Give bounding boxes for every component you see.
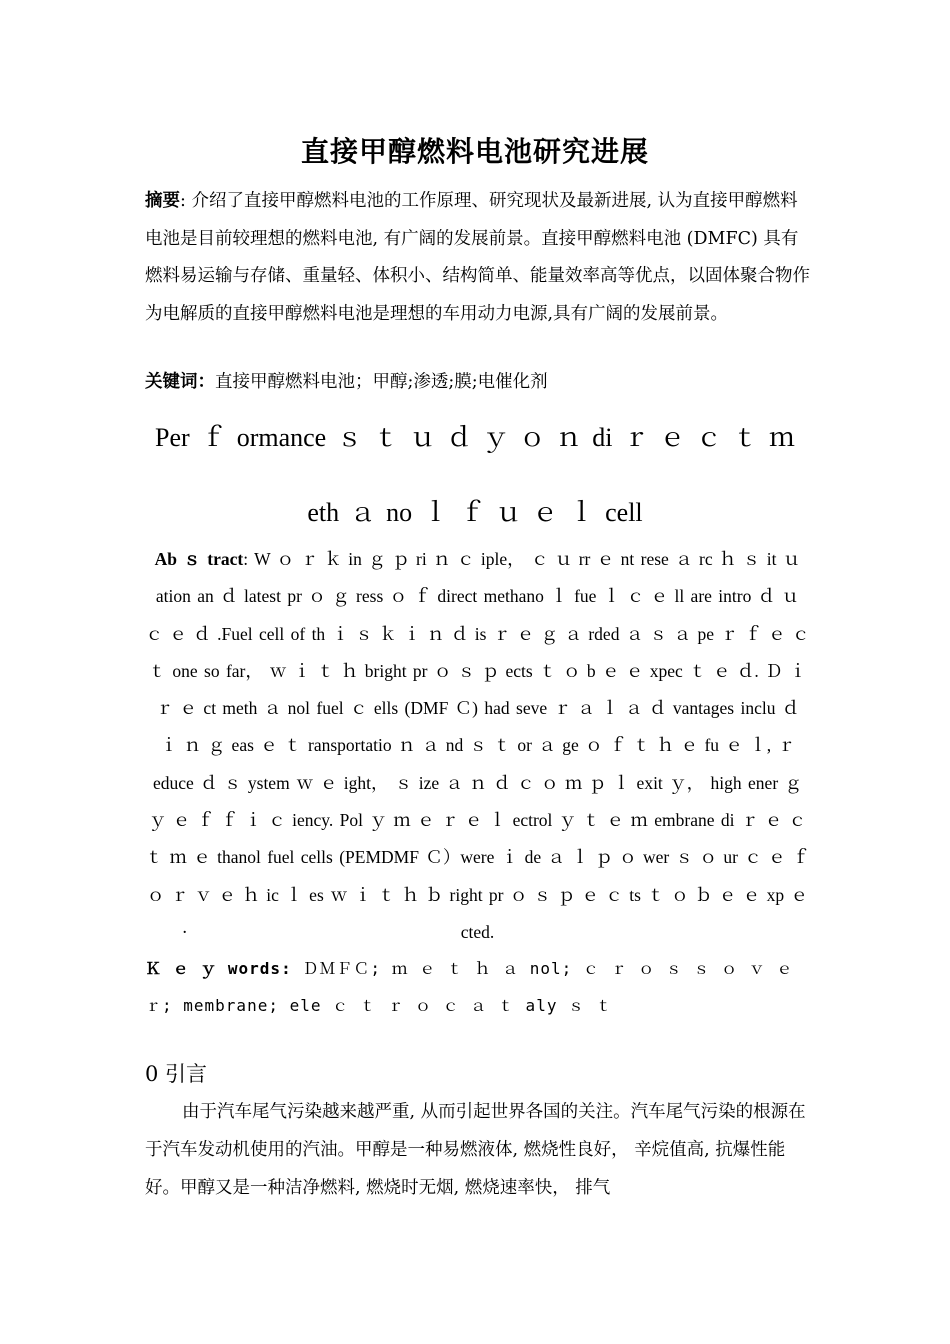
abstract-en	[145, 541, 810, 951]
keywords-en-text: ＤＭＦＣ; ｍ ｅ ｔ ｈ ａ nol; ｃ ｒ ｏ ｓ ｓ ｏ ｖ ｅ ｒ; membrane; ele ｃ ｔ ｒ ｏ ｃ ａ ｔ aly ｓ ｔ	[145, 959, 794, 1015]
intro-paragraph: 由于汽车尾气污染越来越严重, 从而引起世界各国的关注。汽车尾气污染的根源在于汽车发动机使用的汽油。甲醇是一种易燃液体, 燃烧性良好， 辛烷值高, 抗爆性能好。甲醇又是一种洁净燃料, 燃烧时无烟, 燃烧速率快， 排气	[145, 1102, 806, 1198]
keywords-cn-text: 直接甲醇燃料电池；甲醇;渗透;膜;电催化剂	[215, 372, 548, 392]
keywords-cn	[145, 364, 810, 402]
page-title: 直接甲醇燃料电池研究进展	[300, 135, 649, 168]
abstract-en-text: : W ｏ ｒ ｋ in ｇ ｐ ri ｎ ｃ iple， ｃ ｕ rr ｅ nt rese ａ rc ｈ ｓ it ｕ ation an ｄ latest pr ｏ ｇ ress ｏ ｆ direct methano ｌ fue ｌ ｃ ｅ ll are intro ｄ ｕ ｃ ｅ ｄ .Fuel cell of th ｉ ｓ ｋ ｉ ｎ ｄ is ｒ ｅ ｇ ａ rded ａ ｓ ａ pe ｒ ｆ ｅ ｃ ｔ one so far， ｗ ｉ ｔ ｈ bright pr ｏ ｓ ｐ ects ｔ ｏ b ｅ ｅ xpec ｔ ｅ ｄ. Ｄ ｉ ｒ ｅ ct meth ａ nol fuel ｃ ells (DMF Ｃ) had seve ｒ ａ ｌ ａ ｄ vantages inclu ｄ ｉ ｎ ｇ eas ｅ ｔ ransportatio ｎ ａ nd ｓ ｔ or ａ ge ｏ ｆ ｔ ｈ ｅ fu ｅ ｌ, ｒ educe ｄ ｓ ystem ｗ ｅ ight， ｓ ize ａ ｎ ｄ ｃ ｏ ｍ ｐ ｌ exit ｙ， high ener ｇ ｙ ｅ ｆ ｆ ｉ ｃ iency. Pol ｙ ｍ ｅ ｒ ｅ ｌ ectrol ｙ ｔ ｅ ｍ embrane di ｒ ｅ ｃ ｔ ｍ ｅ thanol fuel cells (PEMDMF Ｃ）were ｉ de ａ ｌ ｐ ｏ wer ｓ ｏ ur ｃ ｅ ｆ ｏ ｒ ｖ ｅ ｈ ic ｌ es ｗ ｉ ｔ ｈ ｂ right pr ｏ ｓ ｐ ｅ ｃ ts ｔ ｏ ｂ ｅ ｅ xp ｅ cted.	[145, 549, 810, 942]
stray-dot: .	[182, 918, 188, 938]
keywords-en-label: Ｋ ｅ ｙ words:	[145, 959, 292, 978]
keywords-cn-label: 关键词：	[145, 372, 215, 392]
abstract-cn-label: 摘要	[145, 191, 180, 211]
keywords-en	[145, 950, 810, 1024]
section-heading: 0 引言	[145, 1062, 208, 1086]
abstract-cn	[145, 183, 810, 333]
abstract-en-label: Ab ｓ tract	[154, 549, 244, 569]
abstract-cn-text: : 介绍了直接甲醇燃料电池的工作原理、研究现状及最新进展, 认为直接甲醇燃料电池是目前较理想的燃料电池, 有广阔的发展前景。直接甲醇燃料电池 (DMFC) 具有燃料易运输与存储、重量轻、体积小、结构简单、能量效率高等优点，以固体聚合物作为电解质的直接甲醇燃料电池是理想的车用动力电源,具有广阔的发展前景。	[145, 191, 810, 324]
english-title: Per ｆ ormance ｓ ｔ ｕ ｄ ｙ ｏ ｎ di ｒ ｅ ｃ ｔ ｍ eth ａ no ｌ ｆ ｕ ｅ ｌ cell	[155, 423, 795, 527]
